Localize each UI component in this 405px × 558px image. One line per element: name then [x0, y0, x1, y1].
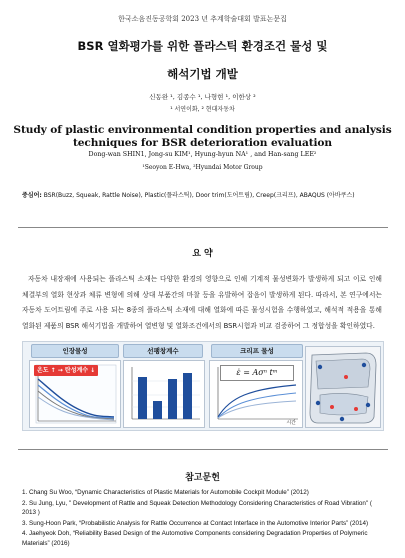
panel-creep-label: 크리프 물성	[211, 344, 303, 358]
creep-equation: ε̇ = Aσⁿ tᵐ	[220, 365, 294, 381]
keywords	[22, 190, 392, 199]
divider	[18, 227, 388, 228]
korean-title-line2: 해석기법 개발	[167, 67, 238, 81]
english-authors: Dong-wan SHIN1, Jong-su KIM¹, Hyung-hyun NA¹ , and Han-sang LEE²	[88, 151, 317, 158]
thermal-expansion-panel	[123, 360, 205, 428]
english-title-line1: Study of plastic environmental condition properties and analysis	[13, 124, 392, 136]
references-title: 참고문헌	[185, 473, 220, 483]
tensile-curve-panel	[29, 360, 121, 428]
keywords-label: 중심어:	[22, 192, 42, 199]
creep-panel	[209, 360, 303, 428]
references-list	[22, 488, 384, 550]
conference-header: 한국소음진동공학회 2023 년 추계학술대회 발표논문집	[118, 15, 287, 23]
abstract-title: 요 약	[192, 249, 213, 259]
panel-tensile-label: 인장물성	[31, 344, 119, 358]
door-trim-model-image	[306, 347, 380, 427]
door-trim-image-panel	[305, 346, 381, 428]
korean-authors: 신동완 ¹, 김종수 ¹, 나형현 ¹, 이한상 ²	[149, 93, 256, 101]
summary-figure	[22, 341, 384, 431]
english-title-line2: techniques for BSR deterioration evaluation	[72, 137, 332, 149]
creep-x-axis-label: 시간	[286, 420, 296, 426]
reference-item: 4. Jaehyeok Doh, “Reliability Based Design of the Automotive Components considering Degradation Properties of Polymeric Materials” (2016)	[22, 530, 368, 547]
divider	[18, 449, 388, 450]
temperature-modulus-badge: 온도 ↑ → 탄성계수 ↓	[34, 365, 98, 376]
english-affiliation: ¹Seoyon E-Hwa, ²Hyundai Motor Group	[142, 164, 263, 171]
reference-item: 3. Sung-Hoon Park, “Probabilistic Analysis for Rattle Occurrence at Contact Interface in the Automotive Interior Parts” (2014)	[22, 519, 369, 527]
keywords-text: BSR(Buzz, Squeak, Rattle Noise), Plastic(플라스틱), Door trim(도어트림), Creep(크리프), ABAQUS (아바쿠스)	[41, 192, 355, 199]
abstract-body: 자동차 내장재에 사용되는 플라스틱 소재는 다양한 환경의 영향으로 인해 기계적 물성변화가 발생하게 되고 이로 인해 체결부의 열화 현상과 체류 변형에 의해 상대 부품간의 마찰 등을 유발하여 잡음이 발생하게 된다. 따라서, 본 연구에서는 자동차 도어트림에 주로 사용 되는 8종의 플라스틱 소재에 대해 열화에 따른 물성시험을 수행하였고, 해석적 적용을 통해 열화된 제품의 BSR 해석기법을 개발하여 열변형 및 열화조건에서의 BSR시험과 비교 검증하여 그 정합성을 확인하였다.	[22, 275, 382, 330]
panel-thermal-expansion-label: 선팽창계수	[123, 344, 203, 358]
reference-item: 1. Chang Su Woo, “Dynamic Characteristics of Plastic Materials for Automobile Cockpit Module” (2012)	[22, 489, 309, 496]
korean-title-line1: BSR 열화평가를 위한 플라스틱 환경조건 물성 및	[77, 39, 328, 53]
thermal-expansion-bars-image	[124, 361, 204, 427]
reference-item: 2. Su Jung, Lyu, " Development of Rattle and Squeak Detection Methodology Considering Characteristics of Road Vibration" ( 2013 )	[22, 499, 372, 517]
korean-affiliation: ¹ 서연이화, ² 현대자동차	[170, 106, 235, 113]
